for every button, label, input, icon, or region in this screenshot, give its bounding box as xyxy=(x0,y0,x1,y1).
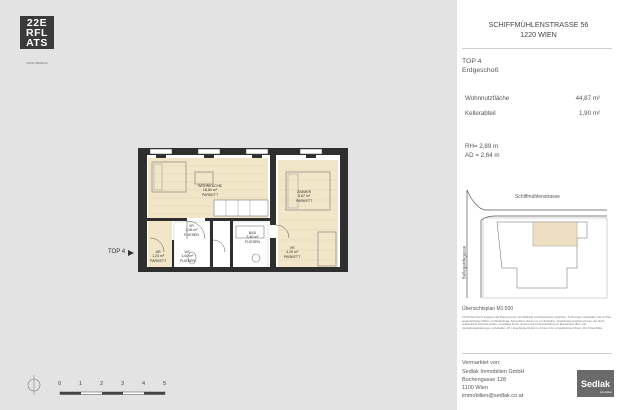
sedlak-logo: Sedlak Immobilien xyxy=(577,370,614,397)
scale-tick: 5 xyxy=(163,381,167,387)
address-city: 1220 WIEN xyxy=(520,30,557,39)
site-street-left: Bellegardegasse xyxy=(461,245,467,280)
plan-unit-label: TOP 4 xyxy=(108,249,126,255)
room-label-vr: VR 2,06 m² FLIESEN xyxy=(184,224,199,237)
agent-street: Buchengasse 128 xyxy=(462,377,507,383)
scale-tick: 3 xyxy=(121,381,125,387)
room-height: RH= 2,89 m xyxy=(465,143,499,150)
scale-tick: 0 xyxy=(58,381,62,387)
area-value: 44,87 m² xyxy=(575,95,600,102)
area-label: Wohnnutzfläche xyxy=(465,95,510,102)
agent-email[interactable]: immobilien@sedlak.co.at xyxy=(462,393,524,399)
logo-line: RFL xyxy=(26,27,48,39)
site-street-top: Schiffmühlenstrasse xyxy=(515,194,560,200)
agent-city: 1100 Wien xyxy=(462,385,488,391)
ceiling-height: AD = 2,64 m xyxy=(465,152,500,159)
room-label-zimmer: ZIMMER 9,67 m² PARKETT xyxy=(296,190,313,203)
scale-tick: 4 xyxy=(142,381,146,387)
room-label-wohnkueche: WOHNKÜCHE 16,80 m² PARKETT xyxy=(198,184,222,197)
area-value: 1,90 m² xyxy=(579,110,600,117)
scale-tick: 2 xyxy=(100,381,104,387)
disclaimer-text: ACHTUNG! Durch auslesen des Planes können sich Maßstab und Proportionen verändern. Änderungen vorbehalten. Die im Plan eingezeichneten Möbel- und Bodenbelag, Schrankform dienen nur zur Illustration. Quadratmeterangaben können sich durch aufgebrachte Schränke ändern. Grundlage für die Vermessung ist die Darstellung im Einreichplan. Bau- und Ausstattungsänderungen vorbehalten. AD = abgehängte Decke im Vorraum bzw. eingezeichneter Raum; RH = Raumhöhe xyxy=(462,316,611,330)
room-label-bad: BAD 3,40 m² FLIESEN xyxy=(245,231,260,244)
info-panel xyxy=(457,0,620,410)
room-label-wc: WC 1,60 m² FLIESEN xyxy=(180,250,195,263)
logo-subtitle: LIVING VIENNA 22 xyxy=(26,62,48,65)
agent-title: Vermarktet von: xyxy=(462,360,501,366)
room-label-vr-2: VR 4,20 m² PARKETT xyxy=(284,246,301,259)
scale-tick: 1 xyxy=(79,381,83,387)
site-plan-caption: Übersichtsplan M1:500 xyxy=(462,306,514,312)
unit-name: TOP 4 xyxy=(462,58,482,65)
address-street: SCHIFFMÜHLENSTRASSE 56 xyxy=(488,20,589,29)
site-plan-map xyxy=(457,188,620,308)
agent-company: Sedlak Immobilien GmbH xyxy=(462,369,525,375)
divider xyxy=(462,48,612,49)
logo-line: 22E xyxy=(26,17,48,29)
area-label: Kellerabteil xyxy=(465,110,496,117)
divider xyxy=(462,353,612,354)
room-label-ar: AR 1,24 m² PARKETT xyxy=(150,250,167,263)
logo-line: ATS xyxy=(26,37,48,49)
unit-floor: Erdgeschoß xyxy=(462,67,499,74)
